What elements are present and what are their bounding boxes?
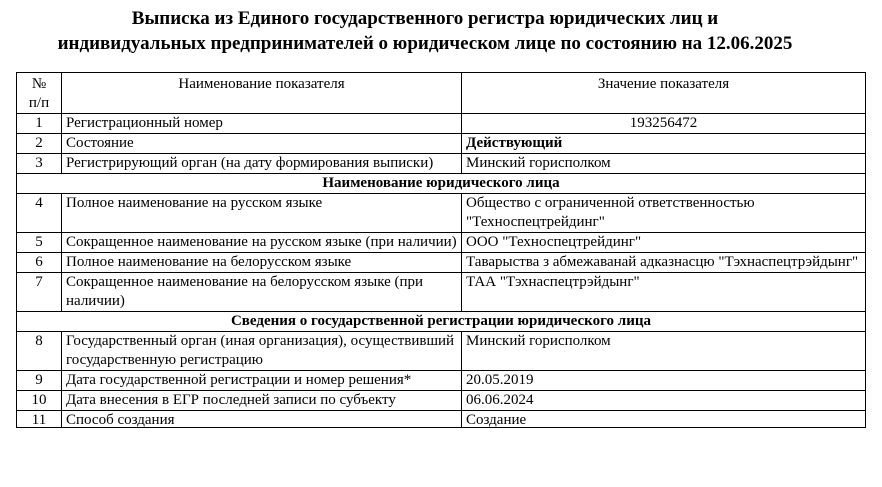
title-line-2: индивидуальных предпринимателей о юридическом лице по состоянию на 12.06.2025 [57, 33, 793, 54]
row-indicator: Полное наименование на белорусском языке [62, 253, 462, 273]
row-value: ООО "Техноспецтрейдинг" [462, 233, 866, 253]
section-registration: Сведения о государственной регистрации юридического лица [17, 312, 866, 332]
table-row [17, 332, 866, 371]
row-number-text: 11 [31, 412, 47, 427]
table-row [17, 233, 866, 253]
row-indicator: Государственный орган (иная организация), осуществивший государственную регистрацию [62, 332, 462, 371]
row-number [17, 411, 62, 428]
header-value: Значение показателя [462, 73, 866, 114]
egr-extract-table [16, 72, 866, 428]
row-value: ТАА "Тэхнаспецтрэйдынг" [462, 273, 866, 312]
table-row [17, 411, 866, 428]
row-value [462, 411, 866, 428]
row-value: Общество с ограниченной ответственностью "Техноспецтрейдинг" [462, 194, 866, 233]
row-indicator-text: Способ создания [66, 412, 175, 427]
table-header-row [17, 73, 866, 114]
section-legal-name: Наименование юридического лица [17, 174, 866, 194]
row-number: 9 [17, 371, 62, 391]
row-number: 2 [17, 134, 62, 154]
row-value: Минский горисполком [462, 154, 866, 174]
row-value: Действующий [462, 134, 866, 154]
row-value: Минский горисполком [462, 332, 866, 371]
row-value: 06.06.2024 [462, 391, 866, 411]
row-value-text: Создание [466, 412, 527, 427]
header-number-line1: № [31, 76, 47, 92]
row-indicator: Дата внесения в ЕГР последней записи по субъекту [62, 391, 462, 411]
row-value: 20.05.2019 [462, 371, 866, 391]
row-indicator: Регистрационный номер [62, 114, 462, 134]
row-indicator: Дата государственной регистрации и номер решения* [62, 371, 462, 391]
row-indicator [62, 411, 462, 428]
row-number: 6 [17, 253, 62, 273]
row-number: 1 [17, 114, 62, 134]
table-row [17, 371, 866, 391]
section-header-row [17, 174, 866, 194]
row-value: Таварыства з абмежаванай адказнасцю "Тэхнаспецтрэйдынг" [462, 253, 866, 273]
table-row [17, 134, 866, 154]
row-number: 5 [17, 233, 62, 253]
row-number: 10 [17, 391, 62, 411]
row-value: 193256472 [462, 114, 866, 134]
header-number-line2: п/п [28, 95, 50, 111]
table-row [17, 391, 866, 411]
row-indicator: Полное наименование на русском языке [62, 194, 462, 233]
row-indicator: Сокращенное наименование на русском языке (при наличии) [62, 233, 462, 253]
row-indicator: Регистрирующий орган (на дату формирования выписки) [62, 154, 462, 174]
document-title [0, 6, 850, 56]
row-indicator: Состояние [62, 134, 462, 154]
row-number: 4 [17, 194, 62, 233]
table-row [17, 154, 866, 174]
row-number: 8 [17, 332, 62, 371]
row-indicator: Сокращенное наименование на белорусском языке (при наличии) [62, 273, 462, 312]
row-number: 7 [17, 273, 62, 312]
table-row [17, 253, 866, 273]
header-number [17, 73, 62, 114]
table-row [17, 114, 866, 134]
section-header-row [17, 312, 866, 332]
header-indicator: Наименование показателя [62, 73, 462, 114]
table-row [17, 273, 866, 312]
table-row [17, 194, 866, 233]
title-line-1: Выписка из Единого государственного регистра юридических лиц и [131, 8, 719, 29]
row-number: 3 [17, 154, 62, 174]
